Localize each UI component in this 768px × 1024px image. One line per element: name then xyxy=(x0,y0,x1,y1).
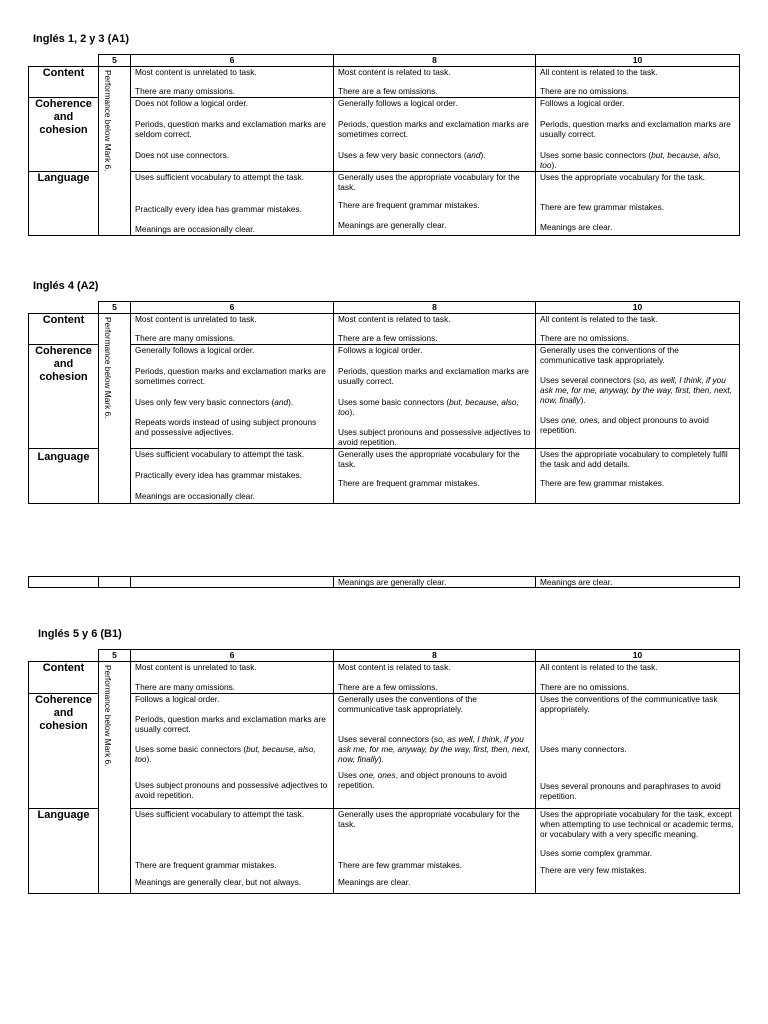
score-10: 10 xyxy=(536,650,740,662)
cell-8: Generally uses the appropriate vocabulary for the task. There are few grammar mistakes. Meanings are clear. xyxy=(334,809,536,894)
score-6: 6 xyxy=(131,302,334,314)
cell-8: Generally uses the appropriate vocabulary for the task. There are frequent grammar mistakes. Meanings are generally clear. xyxy=(334,172,536,236)
content-row xyxy=(29,67,740,98)
performance-note-cell xyxy=(99,314,131,504)
cell-10: All content is related to the task. There are no omissions. xyxy=(536,662,740,694)
cell-10: All content is related to the task. There are no omissions. xyxy=(536,67,740,98)
rubric-overflow-row xyxy=(28,576,740,588)
language-row xyxy=(29,449,740,504)
score-6: 6 xyxy=(131,55,334,67)
performance-note-cell xyxy=(99,67,131,236)
score-header-row xyxy=(29,650,740,662)
content-row xyxy=(29,314,740,345)
coherence-row xyxy=(29,694,740,809)
cell-8: Generally uses the conventions of the communicative task appropriately. Uses several connectors (so, as well, I think, if you ask me, for me, anyway, by the way, first, then, next, now, finally). Uses one, ones, and object pronouns to avoid repetition. xyxy=(334,694,536,809)
overflow-row xyxy=(29,577,740,588)
language-row xyxy=(29,172,740,236)
cell-6: Generally follows a logical order. Periods, question marks and exclamation marks are sometimes correct. Uses only few very basic connectors (and). Repeats words instead of using subject pronouns and possessive adjectives. xyxy=(131,345,334,449)
score-5: 5 xyxy=(99,650,131,662)
empty-corner xyxy=(29,650,99,662)
rubric-table-b1 xyxy=(28,649,740,894)
cell-8: Most content is related to task. There are a few omissions. xyxy=(334,67,536,98)
cell-8: Most content is related to task. There are a few omissions. xyxy=(334,314,536,345)
cell-10: Meanings are clear. xyxy=(536,577,740,588)
criterion-content: Content xyxy=(29,662,99,694)
performance-note: Performance below Mark 6. xyxy=(103,665,113,767)
criterion-language: Language xyxy=(29,172,99,236)
performance-note-cell xyxy=(99,662,131,894)
score-5: 5 xyxy=(99,302,131,314)
cell-10: All content is related to the task. There are no omissions. xyxy=(536,314,740,345)
cell-6: Uses sufficient vocabulary to attempt the task. Practically every idea has grammar mistakes. Meanings are occasionally clear. xyxy=(131,449,334,504)
cell-10: Uses the appropriate vocabulary to completely fulfil the task and add details. There are few grammar mistakes. xyxy=(536,449,740,504)
rubric-table-a1 xyxy=(28,54,740,236)
score-8: 8 xyxy=(334,55,536,67)
coherence-row xyxy=(29,98,740,172)
score-8: 8 xyxy=(334,650,536,662)
cell-6: Most content is unrelated to task. There are many omissions. xyxy=(131,662,334,694)
score-10: 10 xyxy=(536,55,740,67)
cell-6: Does not follow a logical order. Periods, question marks and exclamation marks are seldom correct. Does not use connectors. xyxy=(131,98,334,172)
section-title-a2: Inglés 4 (A2) xyxy=(33,280,99,292)
cell-6: Uses sufficient vocabulary to attempt the task. Practically every idea has grammar mistakes. Meanings are occasionally clear. xyxy=(131,172,334,236)
cell-10: Generally uses the conventions of the communicative task appropriately. Uses several connectors (so, as well, I think, if you ask me, for me, anyway, by the way, first, then, next, now, finally). Uses one, ones, and object pronouns to avoid repetition. xyxy=(536,345,740,449)
cell-6: Uses sufficient vocabulary to attempt the task. There are frequent grammar mistakes. Meanings are generally clear, but not always. xyxy=(131,809,334,894)
language-row xyxy=(29,809,740,894)
score-6: 6 xyxy=(131,650,334,662)
empty-corner xyxy=(29,302,99,314)
cell-10: Uses the conventions of the communicative task appropriately. Uses many connectors. Uses several pronouns and paraphrases to avoid repetition. xyxy=(536,694,740,809)
content-row xyxy=(29,662,740,694)
cell-10: Uses the appropriate vocabulary for the task. There are few grammar mistakes. Meanings are clear. xyxy=(536,172,740,236)
performance-note: Performance below Mark 6. xyxy=(103,70,113,172)
score-8: 8 xyxy=(334,302,536,314)
score-header-row xyxy=(29,55,740,67)
cell-8: Follows a logical order. Periods, question marks and exclamation marks are usually correct. Uses some basic connectors (but, because, also, too). Uses subject pronouns and possessive adjectives to avoid repetition. xyxy=(334,345,536,449)
cell-6: Follows a logical order. Periods, question marks and exclamation marks are usually correct. Uses some basic connectors (but, because, also, too). Uses subject pronouns and possessive adjectives to avoid repetition. xyxy=(131,694,334,809)
cell-6: Most content is unrelated to task. There are many omissions. xyxy=(131,314,334,345)
performance-note: Performance below Mark 6. xyxy=(103,317,113,419)
criterion-content: Content xyxy=(29,314,99,345)
criterion-content: Content xyxy=(29,67,99,98)
section-title-a1: Inglés 1, 2 y 3 (A1) xyxy=(33,33,129,45)
cell-8: Most content is related to task. There are a few omissions. xyxy=(334,662,536,694)
cell-8: Meanings are generally clear. xyxy=(334,577,536,588)
criterion-coherence: Coherence and cohesion xyxy=(29,98,99,172)
cell-6: Most content is unrelated to task. There are many omissions. xyxy=(131,67,334,98)
coherence-row xyxy=(29,345,740,449)
rubric-table-a2 xyxy=(28,301,740,504)
criterion-language: Language xyxy=(29,449,99,504)
cell-8: Generally uses the appropriate vocabulary for the task. There are frequent grammar mistakes. xyxy=(334,449,536,504)
score-5: 5 xyxy=(99,55,131,67)
cell-8: Generally follows a logical order. Periods, question marks and exclamation marks are sometimes correct. Uses a few very basic connectors (and). xyxy=(334,98,536,172)
section-title-b1: Inglés 5 y 6 (B1) xyxy=(38,628,122,640)
cell-10: Follows a logical order. Periods, question marks and exclamation marks are usually correct. Uses some basic connectors (but, because, also, too). xyxy=(536,98,740,172)
score-header-row xyxy=(29,302,740,314)
criterion-language: Language xyxy=(29,809,99,894)
criterion-coherence: Coherence and cohesion xyxy=(29,694,99,809)
score-10: 10 xyxy=(536,302,740,314)
criterion-coherence: Coherence and cohesion xyxy=(29,345,99,449)
empty-corner xyxy=(29,55,99,67)
cell-10: Uses the appropriate vocabulary for the task, except when attempting to use technical or academic terms, or vocabulary with a very specific meaning. Uses some complex grammar. There are very few mistakes. xyxy=(536,809,740,894)
